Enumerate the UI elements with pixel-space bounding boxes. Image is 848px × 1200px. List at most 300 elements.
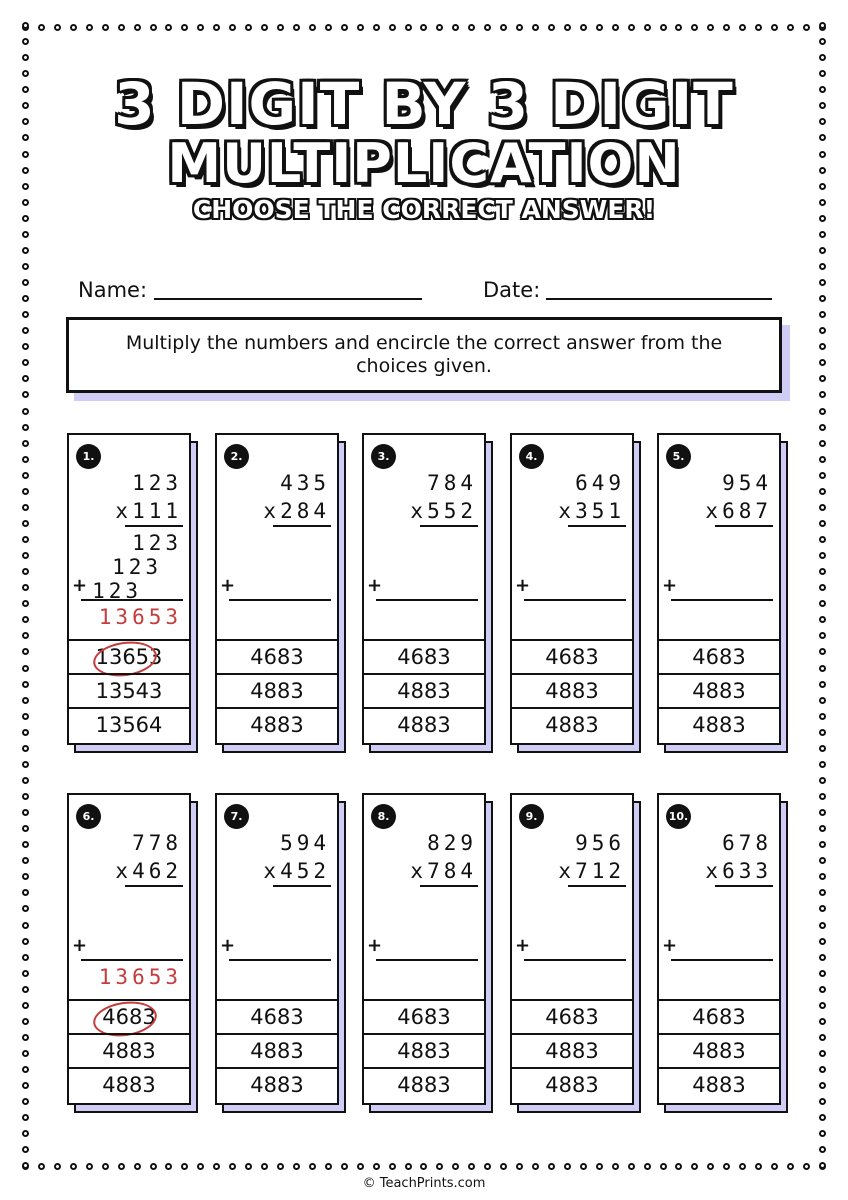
multiplicand: 123 (132, 471, 182, 495)
border-dot (22, 986, 29, 993)
border-dot (357, 24, 364, 31)
worksheet-title-line-2: MULTIPLICATION (167, 132, 681, 195)
border-dot (22, 1098, 29, 1105)
border-dot (819, 841, 826, 848)
border-dot (181, 24, 188, 31)
plus-sign: + (662, 575, 678, 596)
answer-choice[interactable]: 4883 (364, 707, 484, 741)
border-dot (22, 681, 29, 688)
border-dot (803, 24, 810, 31)
border-dot (819, 375, 826, 382)
border-dot (548, 24, 555, 31)
border-dot (22, 1146, 29, 1153)
multiplicand: 778 (132, 831, 182, 855)
problem-card (657, 433, 781, 745)
multiplication-underline (125, 885, 183, 887)
border-dot (420, 24, 427, 31)
problem-card (215, 793, 339, 1105)
border-dot (819, 1050, 826, 1057)
answer-choice[interactable]: 4683 (512, 639, 632, 673)
answer-choices (217, 639, 337, 741)
date-label: Date: (483, 278, 541, 302)
border-dot (628, 24, 635, 31)
border-dot (309, 24, 316, 31)
sum-underline (229, 959, 331, 961)
border-dot (819, 938, 826, 945)
answer-choice[interactable]: 4883 (217, 1067, 337, 1101)
border-dot (22, 231, 29, 238)
border-dot (22, 729, 29, 736)
border-dot (38, 1163, 45, 1170)
plus-sign: + (367, 935, 383, 956)
border-dot (819, 263, 826, 270)
border-dot (22, 311, 29, 318)
border-dot (420, 1163, 427, 1170)
plus-sign: + (72, 575, 88, 596)
border-dot (819, 665, 826, 672)
border-dot (150, 24, 157, 31)
multiplication-underline (125, 525, 183, 527)
border-dot (22, 504, 29, 511)
border-dot (675, 24, 682, 31)
border-dot (628, 1163, 635, 1170)
sum-underline (524, 959, 626, 961)
border-dot (22, 648, 29, 655)
answer-choices (659, 999, 779, 1101)
border-dot (309, 1163, 316, 1170)
answer-choice[interactable]: 4883 (364, 1033, 484, 1067)
problem-number-badge: 10. (666, 804, 691, 829)
plus-sign: + (515, 935, 531, 956)
border-dot (22, 1034, 29, 1041)
border-dot (22, 777, 29, 784)
border-dot (819, 809, 826, 816)
answer-choice[interactable]: 4883 (217, 707, 337, 741)
border-dot (22, 809, 29, 816)
border-dot (819, 905, 826, 912)
name-label: Name: (78, 278, 148, 302)
problem-number-badge: 8. (371, 804, 396, 829)
answer-choice[interactable]: 4883 (659, 1033, 779, 1067)
answer-choice[interactable]: 4683 (217, 639, 337, 673)
border-dot (723, 24, 730, 31)
border-dot (165, 1163, 172, 1170)
plus-sign: + (220, 935, 236, 956)
border-dot (22, 1066, 29, 1073)
border-dot (755, 24, 762, 31)
multiplication-underline (568, 525, 626, 527)
border-dot (819, 986, 826, 993)
sum-underline (81, 959, 183, 961)
border-dot (500, 24, 507, 31)
border-dot (22, 1082, 29, 1089)
name-field[interactable] (154, 298, 422, 300)
border-dot (22, 343, 29, 350)
border-dot (22, 873, 29, 880)
answer-choice[interactable]: 4683 (364, 639, 484, 673)
date-field[interactable] (546, 298, 772, 300)
plus-sign: + (662, 935, 678, 956)
border-dot (819, 488, 826, 495)
worksheet-title-line-1: 3 DIGIT BY 3 DIGIT (114, 70, 734, 138)
border-dot (245, 24, 252, 31)
answer-choice[interactable]: 4683 (659, 639, 779, 673)
border-dot (325, 1163, 332, 1170)
border-dot (22, 1050, 29, 1057)
border-dot (22, 327, 29, 334)
problem-number-badge: 9. (519, 804, 544, 829)
border-dot (819, 295, 826, 302)
sum-underline (524, 599, 626, 601)
border-dot (819, 889, 826, 896)
sum-underline (376, 599, 478, 601)
border-dot (819, 279, 826, 286)
sum-underline (671, 599, 773, 601)
border-dot (22, 793, 29, 800)
instructions-text: Multiply the numbers and encircle the correct answer from the choices given. (125, 332, 723, 377)
border-dot (564, 1163, 571, 1170)
border-dot (22, 456, 29, 463)
border-dot (819, 22, 826, 29)
sum-underline (376, 959, 478, 961)
sum-underline (229, 599, 331, 601)
answer-choice[interactable]: 4883 (217, 1033, 337, 1067)
border-dot (819, 1002, 826, 1009)
worksheet-subtitle: CHOOSE THE CORRECT ANSWER! (192, 195, 656, 224)
border-dot (22, 38, 29, 45)
answer-choices (512, 999, 632, 1101)
problem-number-badge: 3. (371, 444, 396, 469)
border-dot (22, 54, 29, 61)
footer-credit: © TeachPrints.com (362, 1176, 486, 1191)
answer-choice[interactable]: 4883 (512, 673, 632, 707)
border-dot (229, 24, 236, 31)
answer-choices (69, 639, 189, 741)
border-dot (181, 1163, 188, 1170)
problem-number-badge: 1. (76, 444, 101, 469)
border-dot (245, 1163, 252, 1170)
answer-choices (217, 999, 337, 1101)
border-dot (22, 584, 29, 591)
border-dot (819, 777, 826, 784)
problem-number-badge: 2. (224, 444, 249, 469)
border-dot (22, 263, 29, 270)
problem-card (510, 793, 634, 1105)
border-dot (22, 825, 29, 832)
problem-card (362, 433, 486, 745)
border-dot (118, 1163, 125, 1170)
border-dot (22, 1114, 29, 1121)
border-dot (819, 873, 826, 880)
multiplier: x633 (705, 859, 772, 883)
border-dot (22, 279, 29, 286)
border-dot (691, 1163, 698, 1170)
border-dot (819, 343, 826, 350)
answer-choice[interactable]: 13653 (69, 639, 189, 673)
border-dot (38, 24, 45, 31)
plus-sign: + (515, 575, 531, 596)
multiplier: x351 (558, 499, 625, 523)
border-dot (484, 1163, 491, 1170)
border-dot (771, 24, 778, 31)
border-dot (819, 1130, 826, 1137)
border-dot (819, 359, 826, 366)
multiplication-underline (273, 885, 331, 887)
problem-card (67, 793, 191, 1105)
multiplier: x784 (410, 859, 477, 883)
multiplicand: 829 (427, 831, 477, 855)
border-dot (357, 1163, 364, 1170)
multiplication-underline (715, 885, 773, 887)
multiplicand: 954 (722, 471, 772, 495)
border-dot (819, 616, 826, 623)
border-dot (22, 488, 29, 495)
multiplier: x284 (263, 499, 330, 523)
border-dot (22, 1162, 29, 1169)
border-dot (22, 616, 29, 623)
multiplier: x687 (705, 499, 772, 523)
border-dot (819, 1034, 826, 1041)
border-dot (261, 1163, 268, 1170)
answer-choice[interactable]: 4883 (512, 707, 632, 741)
border-dot (22, 905, 29, 912)
problem-number-badge: 6. (76, 804, 101, 829)
border-dot (325, 24, 332, 31)
problem-number-badge: 4. (519, 444, 544, 469)
border-dot (165, 24, 172, 31)
answer-choice[interactable]: 4883 (69, 1033, 189, 1067)
border-dot (389, 1163, 396, 1170)
multiplier: x111 (115, 499, 182, 523)
answer-choice[interactable]: 4883 (659, 673, 779, 707)
border-dot (341, 24, 348, 31)
problem-card (657, 793, 781, 1105)
border-dot (596, 24, 603, 31)
answer-choices (364, 999, 484, 1101)
answer-choice[interactable]: 13543 (69, 673, 189, 707)
multiplicand: 649 (575, 471, 625, 495)
border-dot (580, 24, 587, 31)
border-dot (819, 327, 826, 334)
answer-choice[interactable]: 4683 (659, 999, 779, 1033)
partial-product: 123 (132, 531, 182, 555)
border-dot (516, 1163, 523, 1170)
border-dot (819, 1114, 826, 1121)
border-dot (819, 729, 826, 736)
border-dot (436, 1163, 443, 1170)
answer-choice[interactable]: 13564 (69, 707, 189, 741)
border-dot (405, 1163, 412, 1170)
multiplier: x552 (410, 499, 477, 523)
border-dot (22, 857, 29, 864)
border-dot (22, 600, 29, 607)
sum-underline (81, 599, 183, 601)
partial-product: 123 (92, 579, 142, 603)
problem-number-badge: 5. (666, 444, 691, 469)
border-dot (819, 231, 826, 238)
border-dot (819, 54, 826, 61)
border-dot (819, 697, 826, 704)
border-dot (707, 1163, 714, 1170)
border-dot (22, 1018, 29, 1025)
border-dot (819, 440, 826, 447)
border-dot (22, 247, 29, 254)
border-dot (787, 1163, 794, 1170)
border-dot (22, 552, 29, 559)
border-dot (819, 456, 826, 463)
border-dot (612, 24, 619, 31)
answer-choices (512, 639, 632, 741)
border-dot (819, 793, 826, 800)
problem-card (362, 793, 486, 1105)
border-dot (819, 311, 826, 318)
border-dot (819, 552, 826, 559)
answer-choice[interactable]: 4883 (659, 1067, 779, 1101)
border-dot (22, 970, 29, 977)
instructions-box (66, 317, 782, 393)
border-dot (532, 24, 539, 31)
border-dot (819, 632, 826, 639)
border-dot (819, 1082, 826, 1089)
border-dot (22, 841, 29, 848)
border-dot (707, 24, 714, 31)
multiplication-underline (715, 525, 773, 527)
border-dot (22, 408, 29, 415)
border-dot (22, 922, 29, 929)
answer-choice[interactable]: 4683 (217, 999, 337, 1033)
border-dot (86, 24, 93, 31)
border-dot (819, 247, 826, 254)
border-dot (819, 761, 826, 768)
multiplication-underline (420, 525, 478, 527)
answer-choice[interactable]: 4883 (364, 1067, 484, 1101)
multiplication-underline (568, 885, 626, 887)
border-dot (341, 1163, 348, 1170)
border-bottom (22, 1163, 826, 1173)
border-dot (197, 24, 204, 31)
answer-choice[interactable]: 4883 (512, 1067, 632, 1101)
border-dot (102, 24, 109, 31)
border-dot (22, 1130, 29, 1137)
border-dot (819, 38, 826, 45)
border-dot (819, 536, 826, 543)
border-dot (22, 22, 29, 29)
border-dot (118, 24, 125, 31)
multiplicand: 678 (722, 831, 772, 855)
border-dot (70, 1163, 77, 1170)
border-dot (548, 1163, 555, 1170)
border-dot (373, 24, 380, 31)
border-dot (500, 1163, 507, 1170)
border-dot (803, 1163, 810, 1170)
border-dot (819, 408, 826, 415)
border-dot (819, 922, 826, 929)
border-dot (229, 1163, 236, 1170)
border-dot (293, 24, 300, 31)
border-dot (819, 970, 826, 977)
border-dot (660, 24, 667, 31)
border-dot (22, 632, 29, 639)
multiplier: x462 (115, 859, 182, 883)
border-dot (819, 1146, 826, 1153)
border-dot (819, 1066, 826, 1073)
border-dot (405, 24, 412, 31)
border-dot (70, 24, 77, 31)
border-dot (452, 1163, 459, 1170)
border-dot (22, 472, 29, 479)
answer-choice[interactable]: 4883 (217, 673, 337, 707)
border-dot (22, 697, 29, 704)
border-dot (373, 1163, 380, 1170)
border-dot (819, 648, 826, 655)
border-dot (22, 520, 29, 527)
border-dot (102, 1163, 109, 1170)
border-dot (293, 1163, 300, 1170)
border-dot (134, 1163, 141, 1170)
border-dot (819, 584, 826, 591)
border-dot (261, 24, 268, 31)
border-dot (436, 24, 443, 31)
border-dot (22, 1002, 29, 1009)
border-dot (819, 745, 826, 752)
border-dot (22, 761, 29, 768)
answer-text: 13653 (98, 965, 182, 989)
answer-text: 13653 (98, 605, 182, 629)
border-dot (564, 24, 571, 31)
answer-choices (364, 639, 484, 741)
multiplicand: 594 (280, 831, 330, 855)
border-top (22, 24, 826, 34)
multiplicand: 435 (280, 471, 330, 495)
plus-sign: + (72, 935, 88, 956)
border-dot (819, 504, 826, 511)
multiplicand: 784 (427, 471, 477, 495)
answer-choices (69, 999, 189, 1101)
answer-choice[interactable]: 4683 (69, 999, 189, 1033)
answer-choice[interactable]: 4683 (364, 999, 484, 1033)
border-dot (22, 295, 29, 302)
answer-choice[interactable]: 4883 (512, 1033, 632, 1067)
multiplicand: 956 (575, 831, 625, 855)
border-dot (819, 472, 826, 479)
border-dot (22, 391, 29, 398)
border-dot (468, 24, 475, 31)
border-dot (819, 713, 826, 720)
border-dot (22, 954, 29, 961)
border-dot (596, 1163, 603, 1170)
border-dot (819, 600, 826, 607)
border-dot (819, 391, 826, 398)
border-dot (54, 1163, 61, 1170)
border-dot (771, 1163, 778, 1170)
border-dot (739, 1163, 746, 1170)
partial-product: 123 (112, 555, 162, 579)
border-dot (22, 665, 29, 672)
border-dot (277, 1163, 284, 1170)
border-dot (819, 857, 826, 864)
problem-card (510, 433, 634, 745)
border-dot (819, 825, 826, 832)
border-dot (580, 1163, 587, 1170)
answer-choice[interactable]: 4883 (659, 707, 779, 741)
multiplier: x452 (263, 859, 330, 883)
answer-choice[interactable]: 4683 (512, 999, 632, 1033)
border-dot (755, 1163, 762, 1170)
answer-choice[interactable]: 4883 (364, 673, 484, 707)
border-dot (819, 954, 826, 961)
answer-choice[interactable]: 4883 (69, 1067, 189, 1101)
problem-card (215, 433, 339, 745)
